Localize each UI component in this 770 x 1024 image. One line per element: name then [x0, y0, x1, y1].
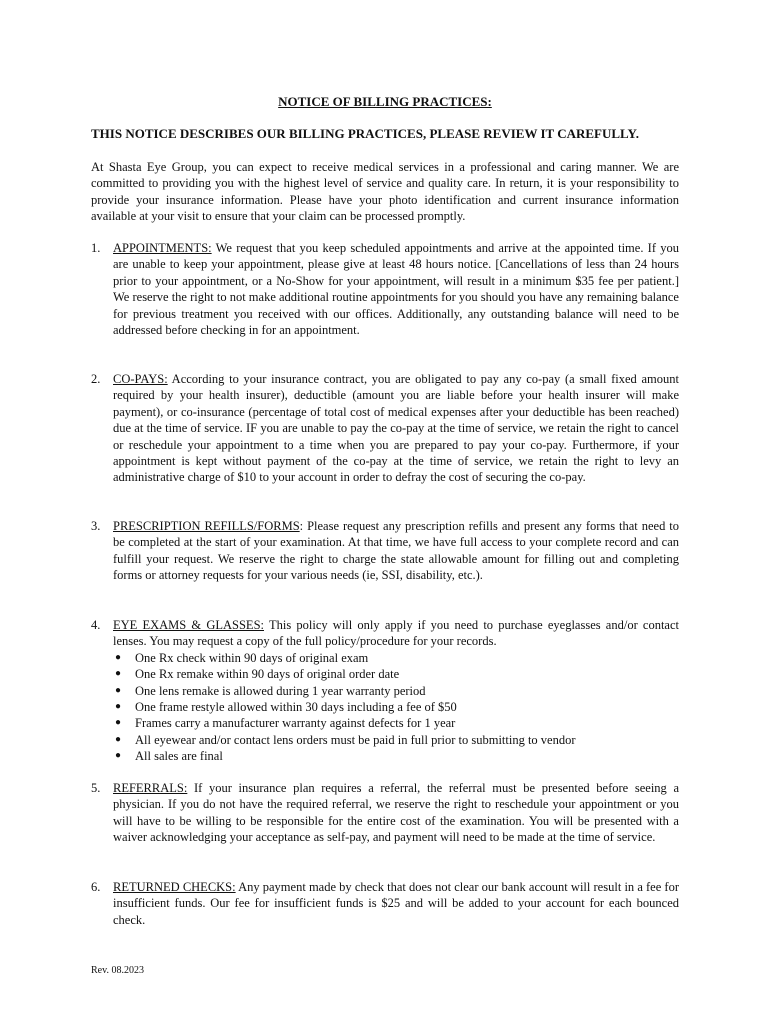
section-text: : Please request any prescription refills and present any forms that need to be completed at the start of your examination. At that time, we have full access to your complete record and can fulfill your request. We reserve the right to charge the state allowable amount for filling out and completing forms or attorney requests for your various needs (ie, SSI, disability, etc.). — [113, 519, 679, 583]
bullet-icon: ● — [115, 701, 122, 713]
section-heading: EYE EXAMS & GLASSES: — [113, 618, 264, 632]
bullet-icon: ● — [115, 684, 122, 696]
section-co-pays — [91, 371, 679, 486]
section-body — [113, 879, 679, 928]
section-text: Any payment made by check that does not clear our bank account will result in a fee for insufficient funds. Our fee for insufficient funds is $25 and will be added to your account for each bounced check. — [113, 880, 679, 927]
section-text: If your insurance plan requires a referral, the referral must be presented before seeing a physician. If you do not have the required referral, we reserve the right to reschedule your appointment or you will have to be willing to be responsible for the entire cost of the examination. You will be presented with a waiver acknowledging your acceptance as self-pay, and payment will need to be made at the time of service. — [113, 781, 679, 845]
bullet-icon: ● — [115, 717, 122, 729]
section-heading: PRESCRIPTION REFILLS/FORMS — [113, 519, 300, 533]
section-body — [113, 780, 679, 846]
list-item: ● Frames carry a manufacturer warranty against defects for 1 year — [115, 716, 456, 731]
section-heading: APPOINTMENTS: — [113, 241, 212, 255]
section-body — [113, 371, 679, 486]
section-number: 5. — [91, 781, 101, 795]
section-body — [113, 617, 679, 765]
list-item: ● One frame restyle allowed within 30 days including a fee of $50 — [115, 700, 457, 715]
section-number: 6. — [91, 880, 101, 894]
list-item: ● One lens remake is allowed during 1 year warranty period — [115, 683, 426, 698]
section-number: 4. — [91, 618, 101, 632]
list-item: ● All sales are final — [115, 749, 223, 764]
list-item: ● One Rx remake within 90 days of original order date — [115, 667, 400, 682]
section-text: According to your insurance contract, you are obligated to pay any co-pay (a small fixed amount required by your health insurer), deductible (amount you are liable before your health insurer will make payment), or co-insurance (percentage of total cost of medical expenses after your deductible has been reached) due at the time of service. IF you are unable to pay the co-pay at the time of service, we retain the right to cancel or reschedule your appointment to a time when you are prepared to pay your co-pay. Furthermore, if your appointment is kept without payment of the co-pay at the time of service, we retain the right to levy an administrative charge of $10 to your account in order to defray the cost of securing the co-pay. — [113, 372, 679, 485]
section-referrals — [91, 780, 679, 846]
section-number: 2. — [91, 372, 101, 386]
section-text: This policy will only apply if you need to purchase eyeglasses and/or contact lenses. You may request a copy of the full policy/procedure for your records. — [113, 618, 680, 649]
bullet-icon: ● — [115, 733, 122, 745]
section-returned-checks — [91, 879, 679, 928]
document-title: NOTICE OF BILLING PRACTICES: — [278, 94, 492, 109]
list-item: ● All eyewear and/or contact lens orders must be paid in full prior to submitting to vendor — [115, 732, 576, 747]
section-heading: REFERRALS: — [113, 781, 188, 795]
revision-footer: Rev. 08.2023 — [91, 965, 144, 976]
section-body — [113, 240, 679, 338]
section-text: We request that you keep scheduled appointments and arrive at the appointed time. If you are unable to keep your appointment, please give at least 48 hours notice. [Cancellations of less than 24 hours prior to your appointment, or a No-Show for your appointment, will result in a minimum $35 fee per patient.] We reserve the right to not make additional routine appointments for you should you have any remaining balance for previous treatment you received with our offices. Additionally, any outstanding balance will need to be addressed before checking in for an appointment. — [113, 241, 679, 338]
bullet-icon: ● — [115, 651, 122, 663]
section-prescription-refills — [91, 518, 679, 584]
section-number: 3. — [91, 519, 101, 533]
intro-paragraph: At Shasta Eye Group, you can expect to receive medical services in a professional and caring manner. We are committed to providing you with the highest level of service and quality care. In return, it is your responsibility to provide your insurance information. Please have your photo identification and current insurance information available at your visit to ensure that your claim can be processed promptly. — [91, 160, 679, 224]
policy-bullet-list — [113, 650, 679, 765]
section-body — [113, 518, 679, 584]
bullet-icon: ● — [115, 750, 122, 762]
bullet-icon: ● — [115, 668, 122, 680]
document-subtitle: THIS NOTICE DESCRIBES OUR BILLING PRACTICES, PLEASE REVIEW IT CAREFULLY. — [91, 126, 639, 141]
section-heading: RETURNED CHECKS: — [113, 880, 236, 894]
section-eye-exams-glasses — [91, 617, 679, 765]
section-number: 1. — [91, 241, 101, 255]
section-heading: CO-PAYS: — [113, 372, 168, 386]
section-appointments — [91, 240, 679, 338]
list-item: ● One Rx check within 90 days of original exam — [115, 650, 369, 665]
